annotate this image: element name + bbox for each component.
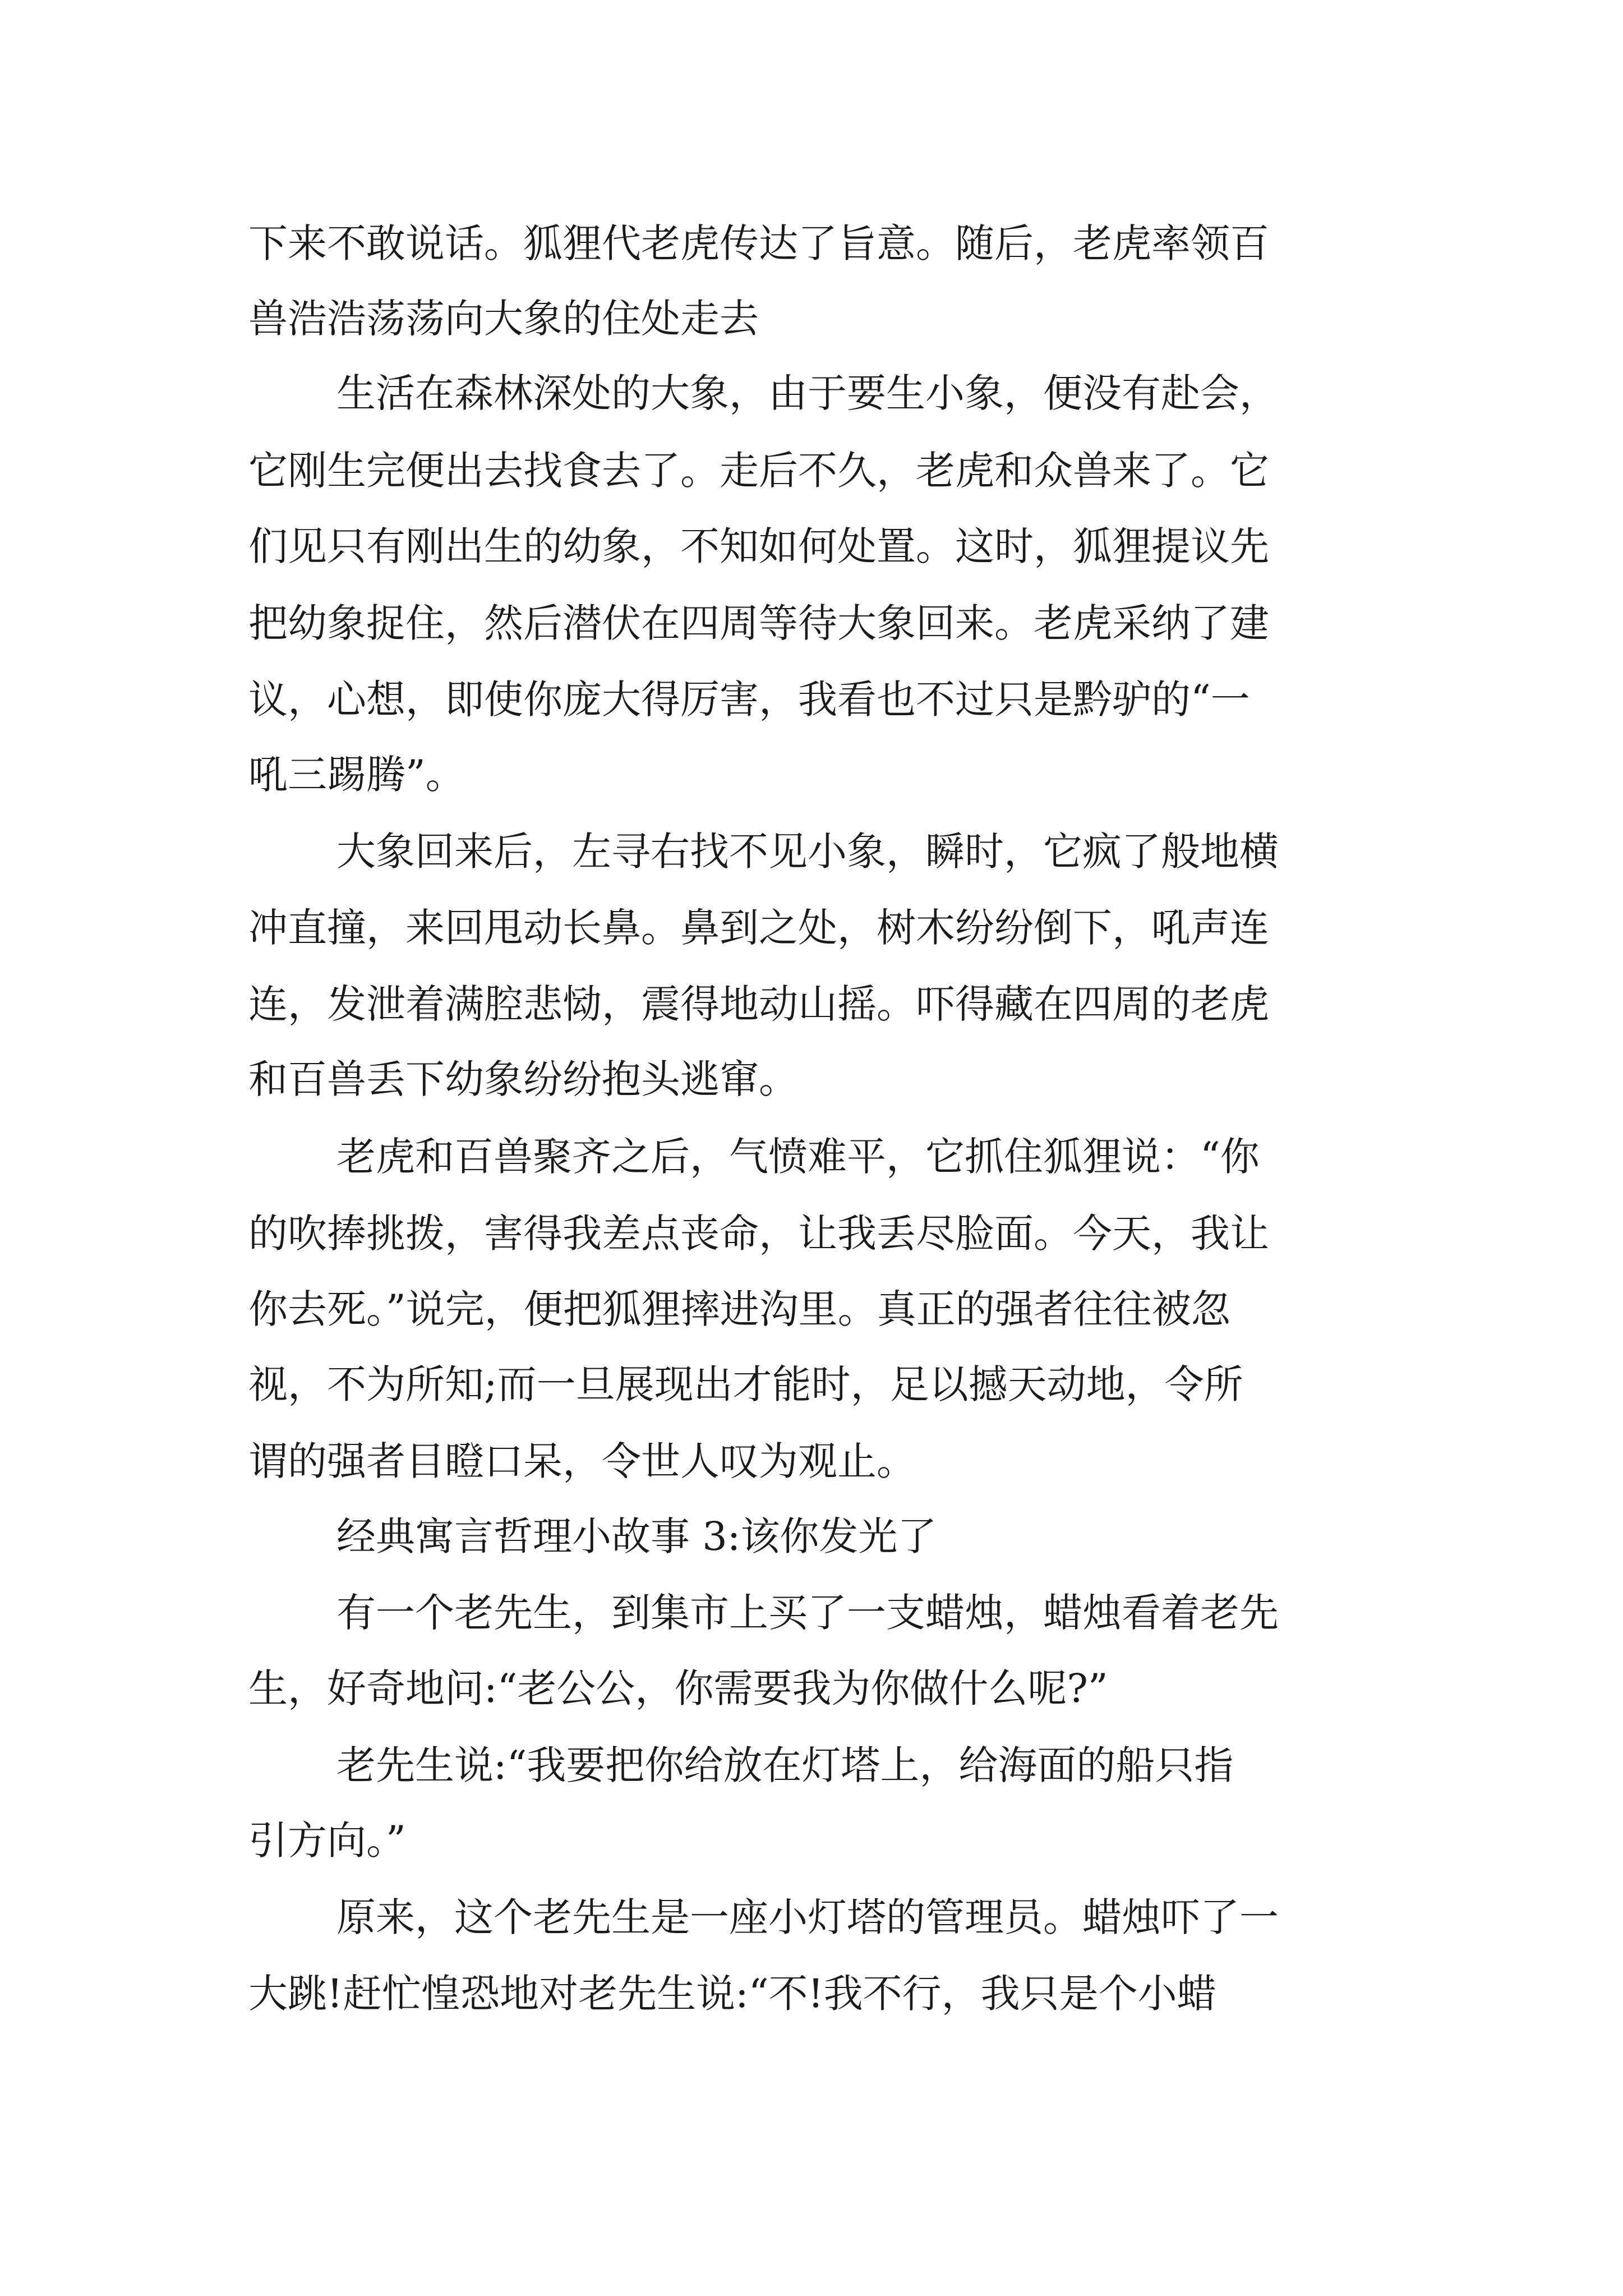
text-line: 和百兽丢下幼象纷纷抱头逃窜。 — [248, 1056, 798, 1102]
text-line: 兽浩浩荡荡向大象的住处走去 — [248, 296, 759, 342]
section-heading: 经典寓言哲理小故事 3:该你发光了 — [336, 1513, 937, 1559]
text-line: 有一个老先生，到集市上买了一支蜡烛，蜡烛看着老先 — [336, 1590, 1279, 1636]
text-line: 谓的强者目瞪口呆，令世人叹为观止。 — [248, 1438, 916, 1484]
text-line: 把幼象捉住，然后潜伏在四周等待大象回来。老虎采纳了建 — [248, 600, 1269, 646]
text-line: 引方向。” — [248, 1818, 406, 1864]
text-line: 大象回来后，左寻右找不见小象，瞬时，它疯了般地横 — [336, 829, 1279, 875]
text-line: 生，好奇地问:“老公公，你需要我为你做什么呢?” — [248, 1665, 1108, 1711]
text-line: 吼三踢腾”。 — [248, 752, 465, 798]
text-line: 老先生说:“我要把你给放在灯塔上，给海面的船只指 — [336, 1742, 1234, 1788]
text-line: 大跳!赶忙惶恐地对老先生说:“不!我不行，我只是个小蜡 — [248, 1971, 1216, 2017]
text-line: 原来，这个老先生是一座小灯塔的管理员。蜡烛吓了一 — [336, 1894, 1279, 1940]
text-line: 的吹捧挑拨，害得我差点丧命，让我丢尽脸面。今天，我让 — [248, 1211, 1269, 1257]
text-line: 老虎和百兽聚齐之后，气愤难平，它抓住狐狸说：“你 — [336, 1134, 1260, 1180]
text-line: 议，心想，即使你庞大得厉害，我看也不过只是黔驴的“一 — [248, 677, 1250, 723]
text-line: 生活在森林深处的大象，由于要生小象，便没有赴会， — [336, 370, 1279, 416]
text-line: 连，发泄着满腔悲恸，震得地动山摇。吓得藏在四周的老虎 — [248, 981, 1269, 1027]
text-line: 们见只有刚出生的幼象，不知如何处置。这时，狐狸提议先 — [248, 523, 1269, 569]
text-line: 下来不敢说话。狐狸代老虎传达了旨意。随后，老虎率领百 — [248, 220, 1269, 266]
text-line: 你去死。”说完，便把狐狸摔进沟里。真正的强者往往被忽 — [248, 1286, 1230, 1332]
text-line: 视，不为所知;而一旦展现出才能时，足以撼天动地，令所 — [248, 1361, 1243, 1407]
text-line: 它刚生完便出去找食去了。走后不久，老虎和众兽来了。它 — [248, 448, 1269, 494]
text-line: 冲直撞，来回甩动长鼻。鼻到之处，树木纷纷倒下，吼声连 — [248, 905, 1269, 951]
